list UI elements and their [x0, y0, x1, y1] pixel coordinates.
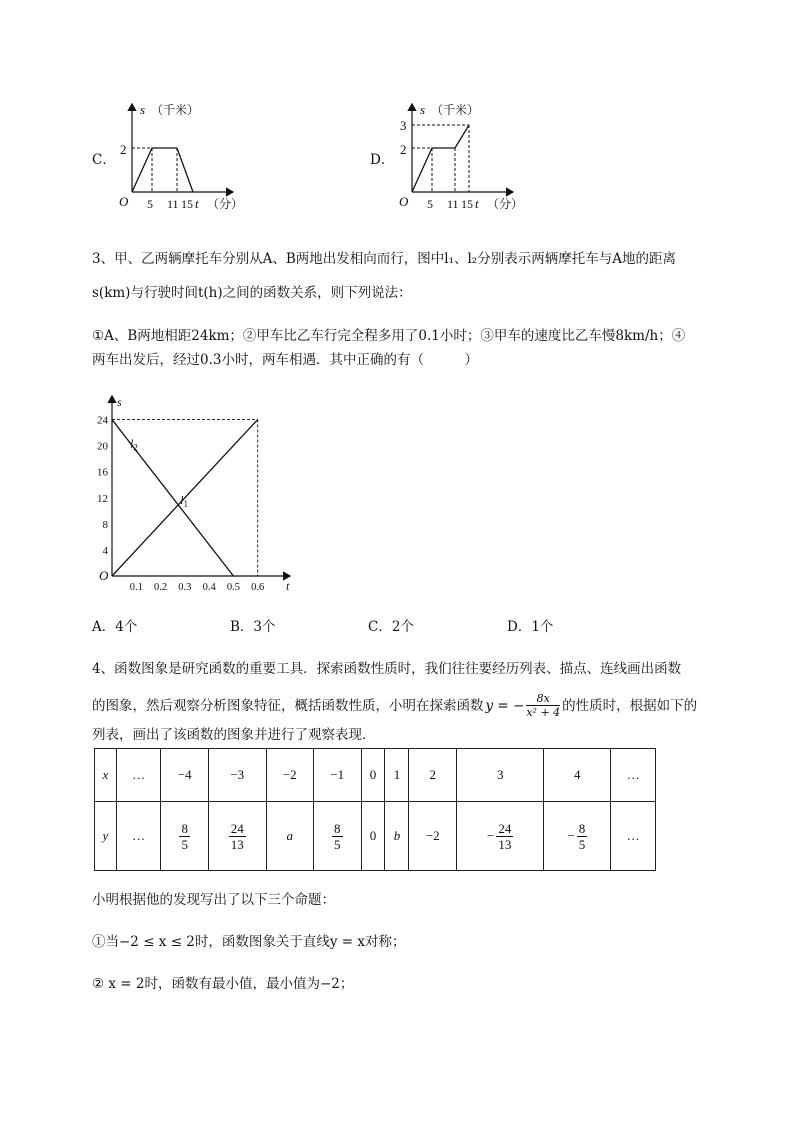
chart-ylabel: s	[117, 395, 122, 409]
table-cell: $\frac{24}{13}$	[208, 802, 266, 871]
graph-c-ylabel: （千米）	[151, 103, 200, 117]
distance-time-chart	[90, 390, 300, 600]
svg-text:15: 15	[461, 197, 473, 211]
svg-text:（千米）: （千米）	[431, 103, 480, 117]
table-row-x	[95, 749, 656, 802]
q4-line3: 列表，画出了该函数的图象并进行了观察表现．	[92, 727, 376, 743]
formula-fraction	[526, 692, 560, 719]
formula-numerator: 8x	[526, 692, 560, 706]
graph-d	[385, 98, 535, 216]
chart-y-tick: 4	[102, 544, 108, 557]
q3-line2: s(km)与行驶时间t(h)之间的函数关系，则下列说法：	[92, 285, 412, 301]
chart-series-label: $l_1$	[180, 492, 188, 509]
svg-text:s: s	[420, 102, 426, 117]
table-cell: x	[95, 749, 117, 802]
table-cell: …	[116, 802, 161, 871]
formula-denominator: x² + 4	[526, 706, 561, 719]
table-cell: −3	[208, 749, 266, 802]
chart-y-tick: 16	[97, 466, 108, 479]
table-cell: 0	[361, 802, 385, 871]
chart-x-tick: 0.6	[251, 582, 265, 593]
table-cell: −1	[314, 749, 361, 802]
svg-text:t: t	[475, 196, 479, 211]
chart-x-tick: 0.4	[202, 582, 216, 593]
q4-line2-tail: 的性质时，根据如下的	[562, 697, 698, 714]
table-cell: − $\frac{8}{5}$	[544, 802, 611, 871]
graph-d-path	[412, 125, 469, 192]
table-cell: −4	[161, 749, 208, 802]
chart-origin: O	[99, 568, 109, 583]
table-cell: …	[116, 749, 161, 802]
q4-prop2: ② x = 2时，函数有最小值，最小值为−2；	[92, 976, 354, 992]
svg-text:（分）: （分）	[487, 197, 524, 211]
table-cell: 2	[409, 749, 456, 802]
chart-x-tick: 0.3	[178, 582, 192, 593]
chart-x-tick: 0.2	[154, 582, 168, 593]
table-cell: −2	[409, 802, 456, 871]
chart-y-tick: 24	[97, 414, 108, 427]
table-cell: b	[385, 802, 409, 871]
table-row-y	[95, 802, 656, 871]
table-cell: y	[95, 802, 117, 871]
option-d-label: D．	[370, 152, 395, 168]
formula-lhs: y = −	[485, 697, 525, 714]
value-table	[94, 748, 656, 871]
option-d: D．1个	[507, 619, 554, 635]
graph-c	[105, 98, 255, 216]
q3-line3: ①A、B两地相距24km；②甲车比乙车行完全程多用了0.1小时；③甲车的速度比乙车慢8km/h；④	[92, 328, 686, 344]
q4-line2-text: 的图象，然后观察分析图象特征，概括函数性质，小明在探索函数	[92, 697, 484, 714]
svg-text:2: 2	[400, 142, 407, 157]
chart-y-tick: 8	[102, 518, 108, 531]
svg-text:5: 5	[147, 197, 153, 211]
chart-series-label: $l_2$	[130, 436, 138, 453]
svg-text:O: O	[399, 194, 409, 209]
svg-text:s: s	[140, 102, 146, 117]
table-cell: $\frac{8}{5}$	[161, 802, 208, 871]
chart-y-tick: 12	[97, 492, 108, 505]
option-b: B．3个	[230, 619, 276, 635]
graph-c-origin: O	[119, 194, 129, 209]
q3-line1: 3、甲、乙两辆摩托车分别从A、B两地出发相向而行，图中l₁、l₂分别表示两辆摩托车与A地的距离	[92, 251, 676, 267]
chart-x-tick: 0.5	[226, 582, 240, 593]
svg-text:t: t	[195, 196, 199, 211]
graph-c-path	[132, 148, 193, 192]
table-cell: 4	[544, 749, 611, 802]
option-c: C．2个	[368, 619, 414, 635]
chart-xlabel: t	[286, 579, 290, 593]
svg-text:11: 11	[447, 197, 459, 211]
q4-line1: 4、函数图象是研究函数的重要工具．探索函数性质时，我们往往要经历列表、描点、连线画出函数	[92, 661, 682, 677]
svg-text:5: 5	[427, 197, 433, 211]
chart-x-tick: 0.1	[129, 582, 143, 593]
option-a: A．4个	[92, 619, 138, 635]
table-cell: …	[611, 802, 656, 871]
q4-prop1: ①当−2 ≤ x ≤ 2时，函数图象关于直线y = x对称；	[92, 934, 406, 950]
table-cell: 3	[456, 749, 543, 802]
svg-text:11: 11	[167, 197, 179, 211]
table-cell: −2	[266, 749, 313, 802]
graph-c-ytick: 2	[120, 142, 127, 157]
table-cell: 0	[361, 749, 385, 802]
table-cell: $\frac{8}{5}$	[314, 802, 361, 871]
q3-line4: 两车出发后，经过0.3小时，两车相遇．其中正确的有（ ）	[92, 352, 478, 368]
chart-y-tick: 20	[97, 440, 108, 453]
svg-text:3: 3	[400, 118, 407, 133]
svg-text:15: 15	[181, 197, 193, 211]
svg-text:（分）: （分）	[207, 197, 244, 211]
table-cell: …	[611, 749, 656, 802]
table-cell: a	[266, 802, 313, 871]
q4-line2	[92, 692, 697, 719]
table-cell: − $\frac{24}{13}$	[456, 802, 543, 871]
option-c-label: C．	[92, 152, 116, 168]
table-cell: 1	[385, 749, 409, 802]
q4-after: 小明根据他的发现写出了以下三个命题：	[92, 892, 335, 908]
